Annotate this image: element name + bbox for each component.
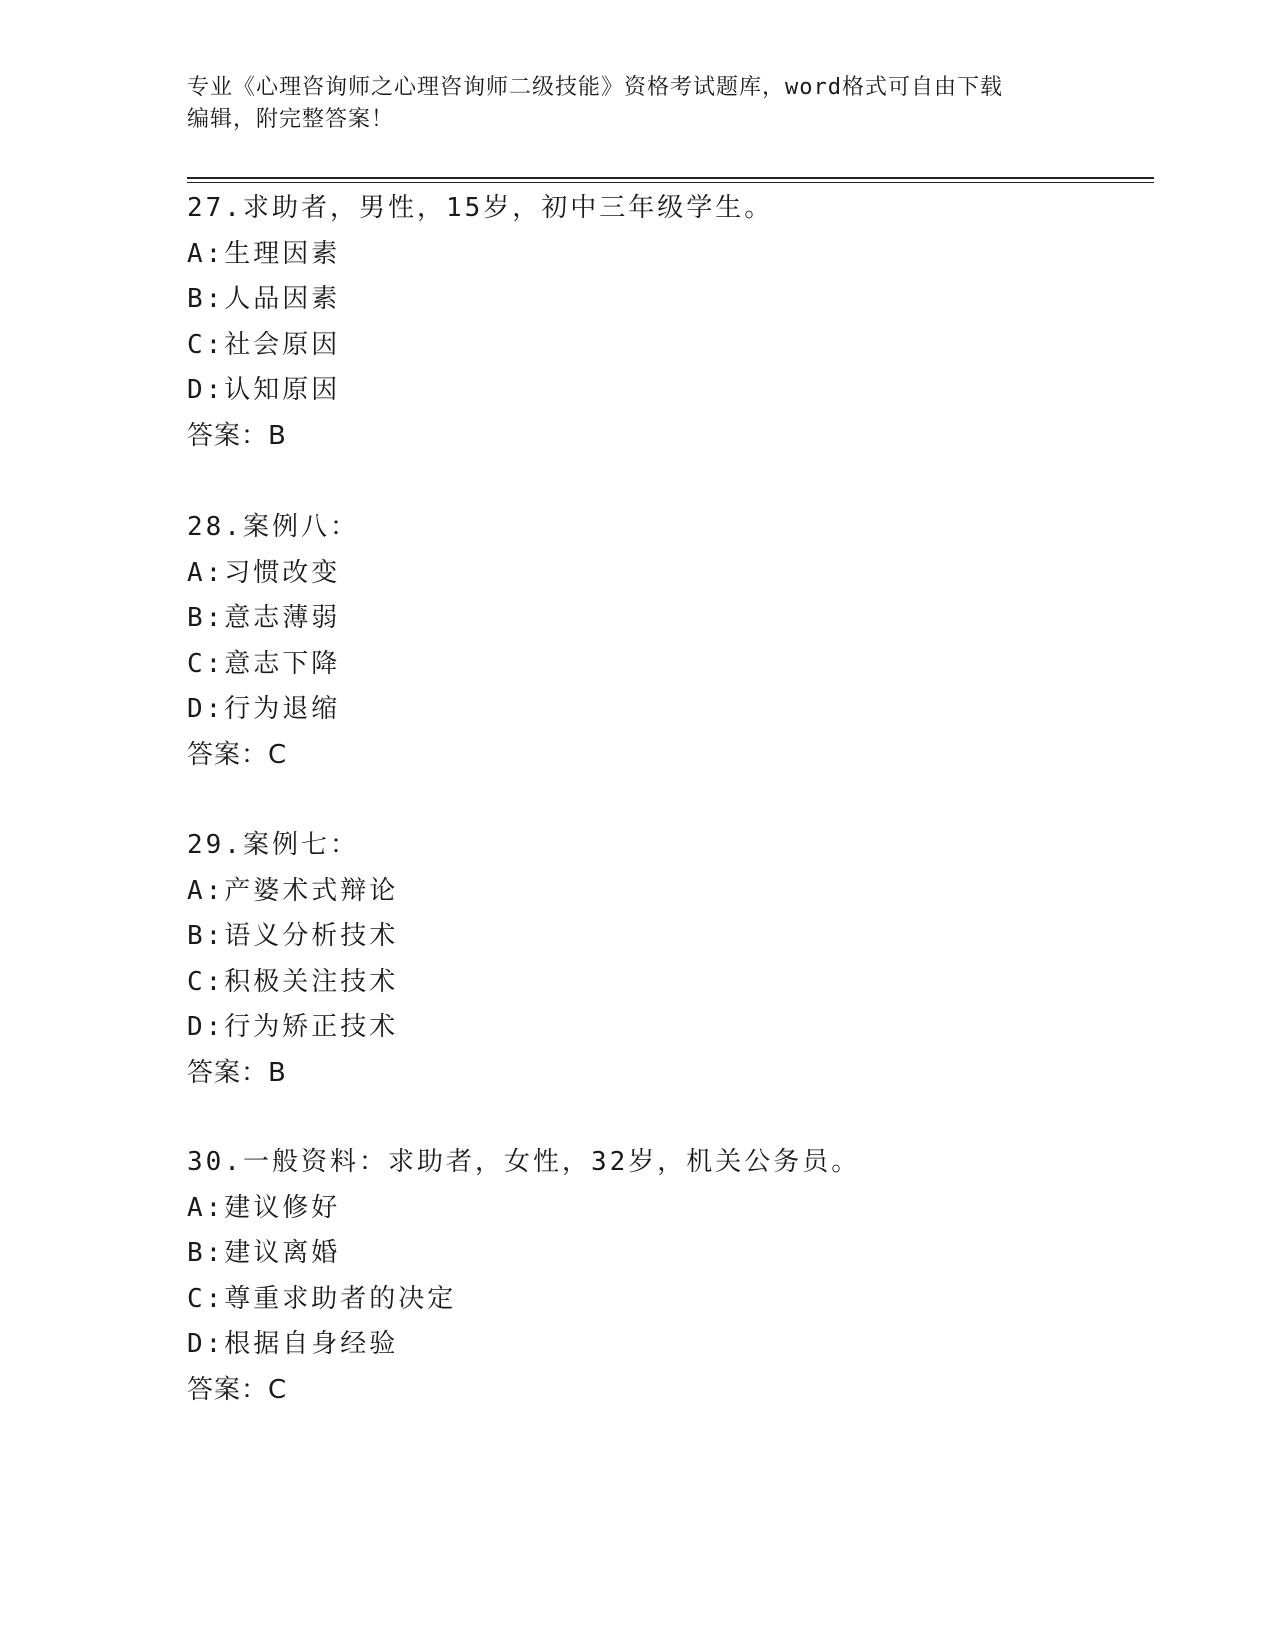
option-d: D:行为矫正技术 — [187, 1012, 399, 1043]
option-b: B:语义分析技术 — [187, 921, 399, 952]
question-stem: 27.求助者，男性，15岁，初中三年级学生。 — [187, 193, 774, 223]
option-c: C:社会原因 — [187, 329, 341, 360]
question-stem: 30.一般资料：求助者，女性，32岁，机关公务员。 — [187, 1147, 861, 1177]
option-a: A:习惯改变 — [187, 557, 341, 588]
option-a: A:生理因素 — [187, 238, 341, 269]
question-29 — [187, 823, 1147, 1097]
option-d: D:行为退缩 — [187, 694, 341, 725]
option-a: A:建议修好 — [187, 1192, 341, 1223]
question-30 — [187, 1140, 1147, 1414]
option-c: C:意志下降 — [187, 648, 341, 679]
answer: 答案：C — [187, 739, 288, 770]
option-c: C:积极关注技术 — [187, 966, 399, 997]
option-b: B:意志薄弱 — [187, 603, 341, 634]
answer: 答案：C — [187, 1374, 288, 1405]
option-b: B:人品因素 — [187, 284, 341, 315]
question-stem: 28.案例八： — [187, 512, 359, 542]
header-line-2: 编辑，附完整答案！ — [187, 107, 395, 132]
option-b: B:建议离婚 — [187, 1238, 341, 1269]
header-divider-thin — [187, 182, 1154, 183]
question-stem: 29.案例七： — [187, 830, 359, 860]
option-d: D:认知原因 — [187, 375, 341, 406]
question-27 — [187, 186, 1147, 460]
answer: 答案：B — [187, 1057, 287, 1088]
document-header — [187, 72, 1067, 136]
question-28 — [187, 505, 1147, 779]
option-d: D:根据自身经验 — [187, 1329, 399, 1360]
answer: 答案：B — [187, 420, 287, 451]
header-line-1: 专业《心理咨询师之心理咨询师二级技能》资格考试题库，word格式可自由下载 — [187, 75, 1003, 100]
option-c: C:尊重求助者的决定 — [187, 1283, 457, 1314]
header-divider-thick — [187, 177, 1154, 179]
option-a: A:产婆术式辩论 — [187, 875, 399, 906]
